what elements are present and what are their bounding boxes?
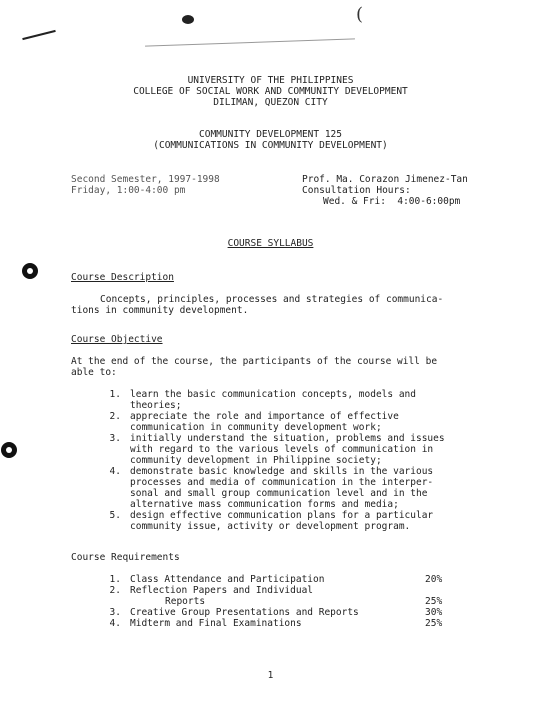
objective-intro-line-1: At the end of the course, the participants of the course will be xyxy=(71,356,438,367)
objective-intro-line-2: able to: xyxy=(71,367,117,378)
requirement-weight: 30% xyxy=(425,607,443,618)
consultation-time: Wed. & Fri: 4:00-6:00pm xyxy=(323,196,461,207)
requirement-label: Midterm and Final Examinations xyxy=(130,618,302,629)
curl-mark: ( xyxy=(356,4,364,25)
punch-hole-middle xyxy=(1,442,17,458)
course-code: COMMUNITY DEVELOPMENT 125 xyxy=(199,129,342,140)
objective-line: learn the basic communication concepts, models and xyxy=(130,389,416,400)
course-title: (COMMUNICATIONS IN COMMUNITY DEVELOPMENT) xyxy=(153,140,388,151)
description-line-1: Concepts, principles, processes and strategies of communica- xyxy=(100,294,444,305)
objective-line: processes and media of communication in the interper- xyxy=(130,477,434,488)
syllabus-title: COURSE SYLLABUS xyxy=(227,238,314,249)
objective-number: 1. xyxy=(109,389,121,400)
objective-line: alternative mass communication forms and media; xyxy=(130,499,399,510)
objective-line: communication in community development work; xyxy=(130,422,382,433)
objective-line: community issue, activity or development program. xyxy=(130,521,411,532)
objective-number: 3. xyxy=(109,433,121,444)
faint-scribble-mark xyxy=(145,38,355,46)
objective-line: sonal and small group communication level and in the xyxy=(130,488,428,499)
college-name: COLLEGE OF SOCIAL WORK AND COMMUNITY DEVELOPMENT xyxy=(133,86,408,97)
objective-number: 2. xyxy=(109,411,121,422)
objective-number: 5. xyxy=(109,510,121,521)
objective-number: 4. xyxy=(109,466,121,477)
objective-line: community development in Philippine society; xyxy=(130,455,382,466)
requirement-weight: 25% xyxy=(425,618,443,629)
requirement-label-cont: Reports xyxy=(165,596,206,607)
objective-line: with regard to the various levels of communication in xyxy=(130,444,434,455)
requirement-label: Class Attendance and Participation xyxy=(130,574,325,585)
university-name: UNIVERSITY OF THE PHILIPPINES xyxy=(187,75,354,86)
requirement-number: 2. xyxy=(109,585,121,596)
meeting-time: Friday, 1:00-4:00 pm xyxy=(71,185,186,196)
page-number: 1 xyxy=(267,670,274,681)
requirement-number: 1. xyxy=(109,574,121,585)
professor-name: Prof. Ma. Corazon Jimenez-Tan xyxy=(302,174,468,185)
objective-line: appreciate the role and importance of effective xyxy=(130,411,399,422)
description-line-2: tions in community development. xyxy=(71,305,249,316)
objective-line: theories; xyxy=(130,400,182,411)
pen-stroke-mark xyxy=(22,30,55,40)
requirement-weight: 25% xyxy=(425,596,443,607)
consultation-label: Consultation Hours: xyxy=(302,185,411,196)
objective-line: design effective communication plans for a particular xyxy=(130,510,434,521)
punch-hole-top xyxy=(22,263,38,279)
requirement-weight: 20% xyxy=(425,574,443,585)
ink-blot-mark xyxy=(182,15,194,24)
requirement-number: 3. xyxy=(109,607,121,618)
description-heading: Course Description xyxy=(71,272,174,283)
objective-heading: Course Objective xyxy=(71,334,163,345)
objective-line: initially understand the situation, problems and issues xyxy=(130,433,445,444)
objective-line: demonstrate basic knowledge and skills in the various xyxy=(130,466,434,477)
requirement-label: Creative Group Presentations and Reports xyxy=(130,607,359,618)
requirement-number: 4. xyxy=(109,618,121,629)
requirements-heading: Course Requirements xyxy=(71,552,180,563)
requirement-label: Reflection Papers and Individual xyxy=(130,585,314,596)
campus-name: DILIMAN, QUEZON CITY xyxy=(213,97,328,108)
semester: Second Semester, 1997-1998 xyxy=(71,174,220,185)
